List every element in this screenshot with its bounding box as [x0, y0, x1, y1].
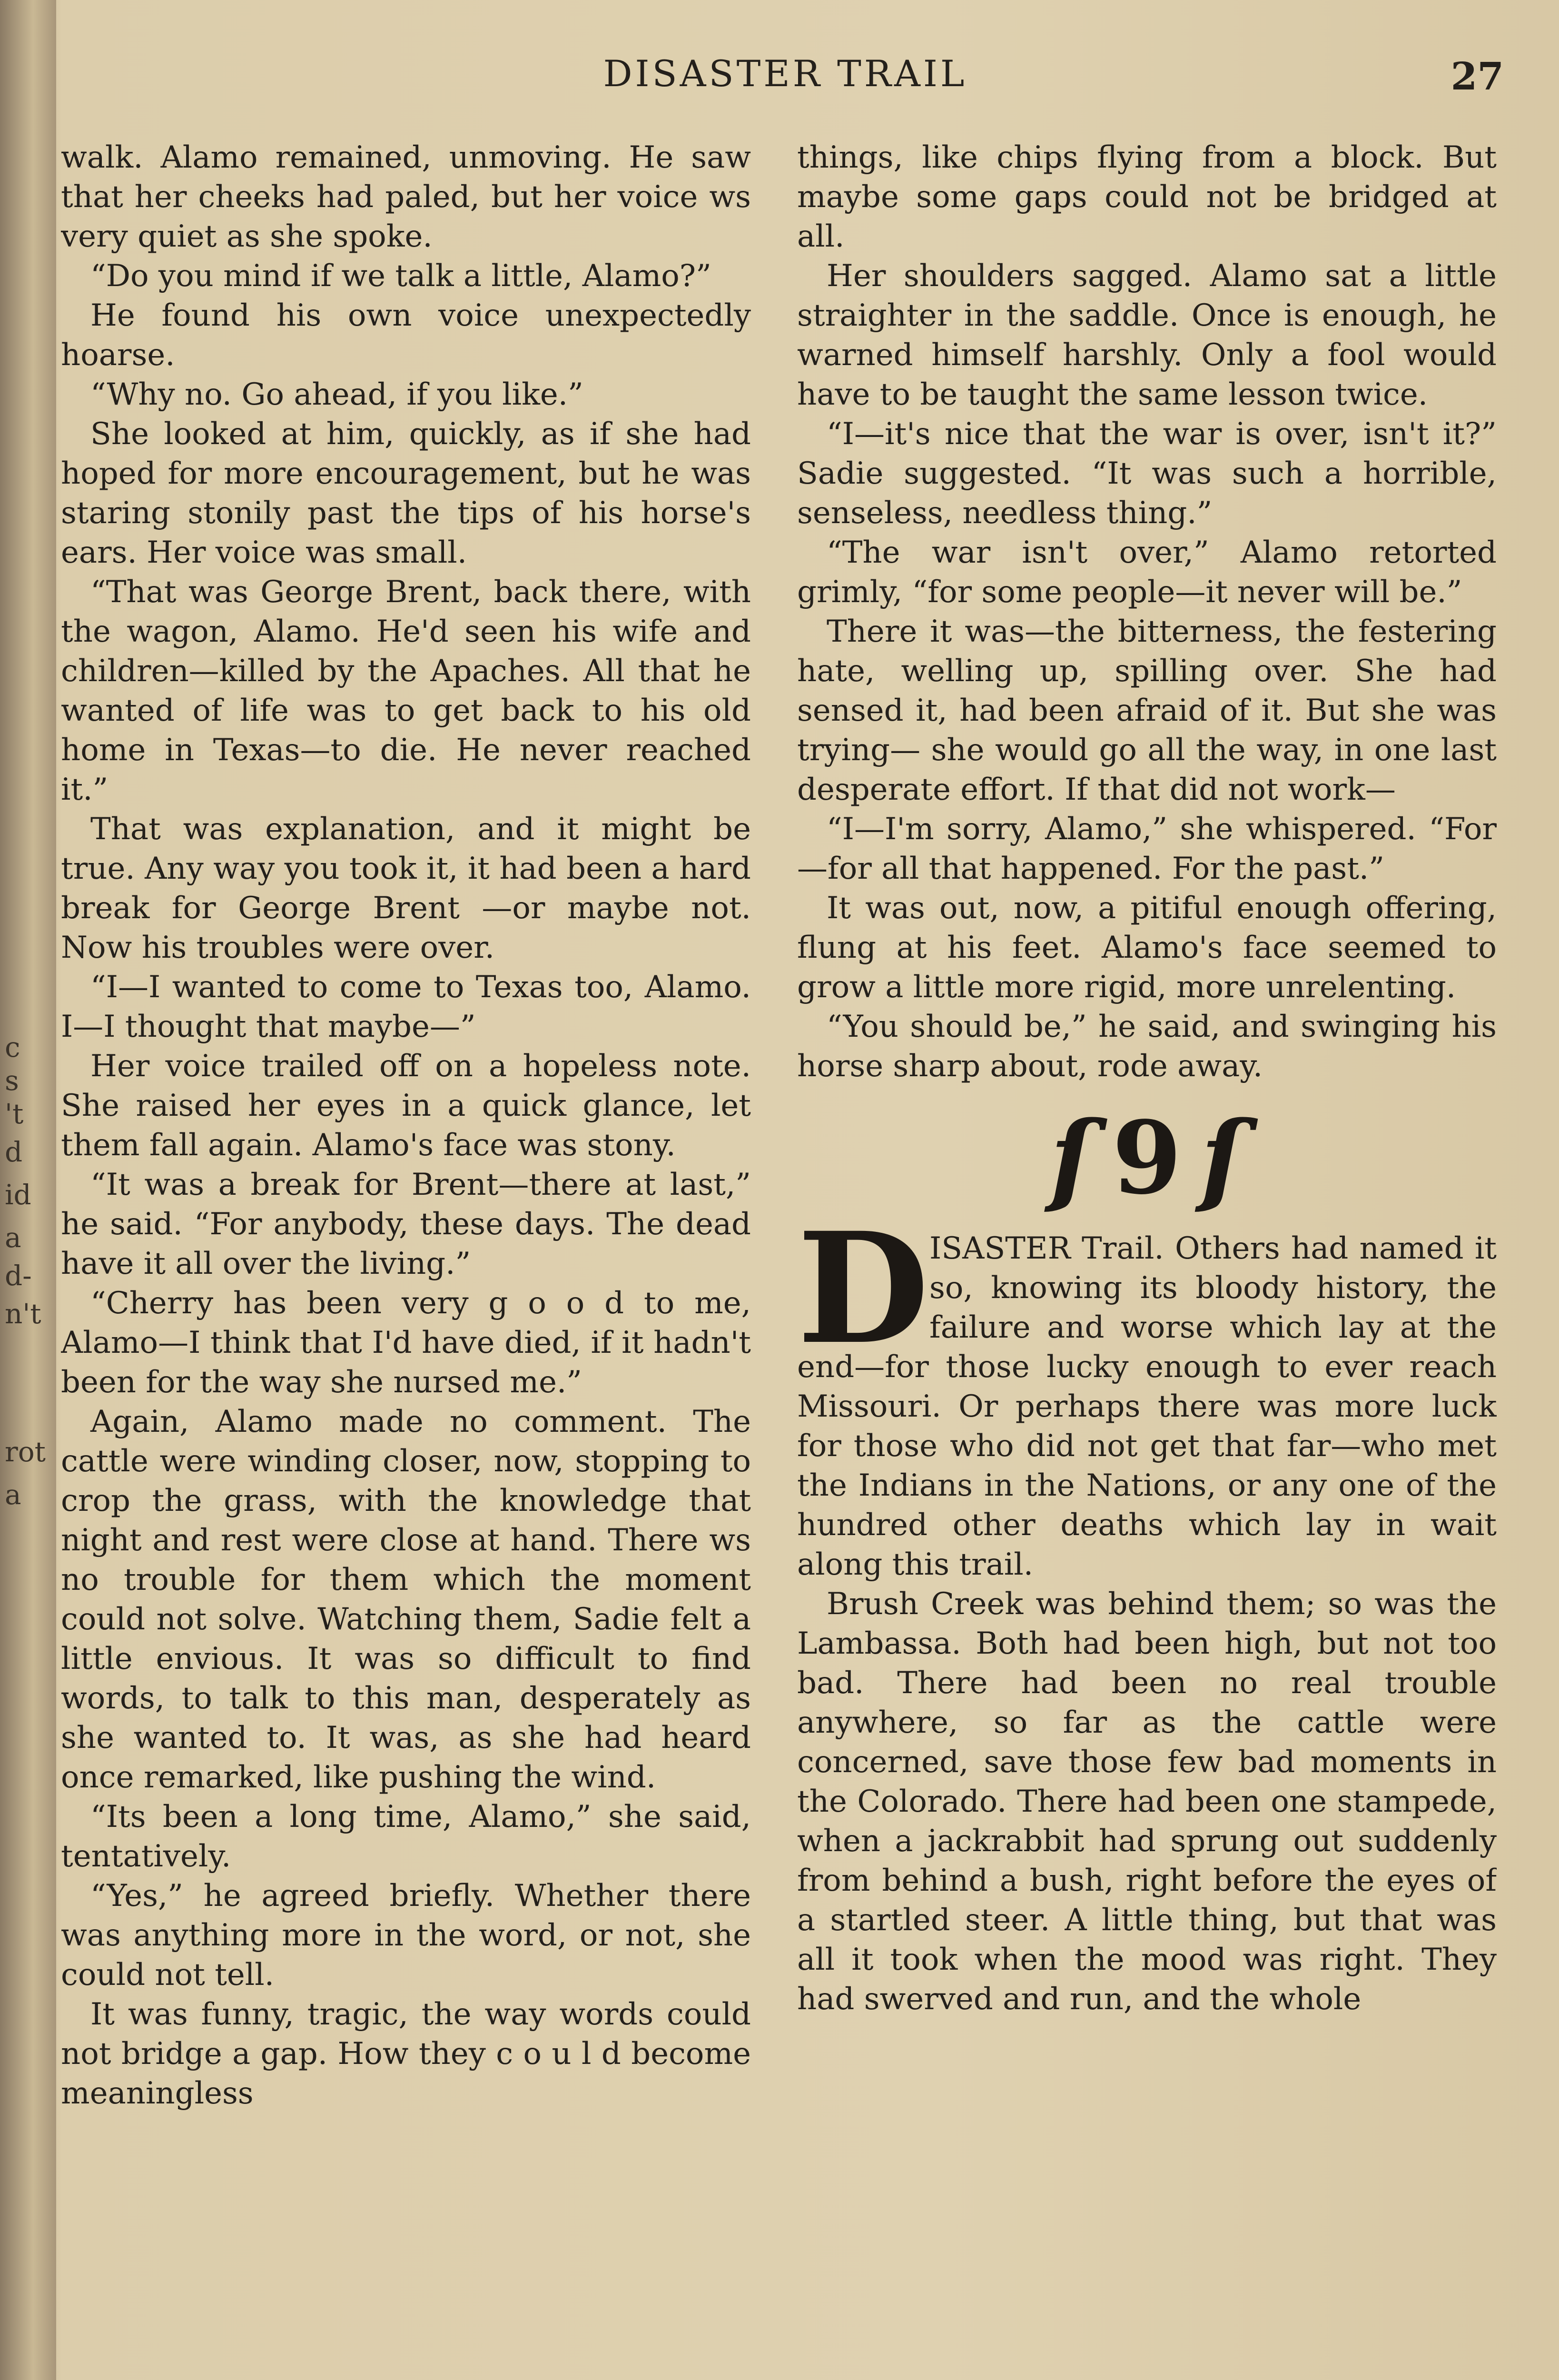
- paragraph: That was explanation, and it might be true. Any way you took it, it had been a hard break for George Brent —or maybe not. Now his troubles were over.: [61, 812, 751, 965]
- paragraph: “I—I'm sorry, Alamo,” she whispered. “For—for all that happened. For the past.”: [797, 812, 1497, 886]
- gutter-fragment: a: [5, 1478, 21, 1511]
- paragraph: “You should be,” he said, and swinging his horse sharp about, rode away.: [797, 1009, 1497, 1084]
- gutter-fragment: rot: [5, 1436, 46, 1468]
- gutter-fragment: id: [5, 1179, 31, 1211]
- swash-ornament-left: ſ: [1050, 1099, 1093, 1217]
- paragraph: “The war isn't over,” Alamo retorted grimly, “for some people—it never will be.”: [797, 535, 1497, 610]
- paragraph: things, like chips flying from a block. But maybe some gaps could not be bridged at all.: [797, 140, 1497, 254]
- paragraph: She looked at him, quickly, as if she had hoped for more encouragement, but he was staring stonily past the tips of his horse's ears. Her voice was small.: [61, 416, 751, 570]
- paragraph: Her shoulders sagged. Alamo sat a little straighter in the saddle. Once is enough, he warned himself harshly. Only a fool would have to be taught the same lesson twice.: [797, 258, 1497, 412]
- chapter-opening-paragraph: [797, 1200, 1497, 1585]
- paragraph: There it was—the bitterness, the festering hate, welling up, spilling over. She had sensed it, had been afraid of it. But she was trying— she would go all the way, in one last desperate effort. If that did not work—: [797, 614, 1497, 807]
- chapter-opening-text: ISASTER Trail. Others had named it so, knowing its bloody history, the failure and worse which lay at the end—for those lucky enough to ever reach Missouri. Or perhaps there was more luck for those who did not get that far—who met the Indians in the Nations, or any one of the hundred other deaths which lay in wait along this trail.: [797, 1231, 1497, 1582]
- gutter-fragment: a: [5, 1221, 21, 1254]
- swash-ornament-right: ſ: [1201, 1099, 1244, 1217]
- gutter-fragment: s: [5, 1064, 19, 1097]
- page-number: 27: [1450, 54, 1504, 99]
- paragraph: Brush Creek was behind them; so was the Lambassa. Both had been high, but not too bad. There had been no real trouble anywhere, so far as the cattle were concerned, save those few bad moments in the Colorado. There had been one stampede, when a jackrabbit had sprung out suddenly from behind a bush, right before the eyes of a startled steer. A little thing, but that was all it took when the mood was right. They had swerved and run, and the whole: [797, 1587, 1497, 2017]
- right-column: [797, 138, 1497, 2380]
- paragraph: “Cherry has been very g o o d to me, Alamo—I think that I'd have died, if it hadn't been for the way she nursed me.”: [61, 1286, 751, 1400]
- left-column: [61, 138, 751, 2380]
- paragraph: walk. Alamo remained, unmoving. He saw that her cheeks had paled, but her voice ws very quiet as she spoke.: [61, 140, 751, 254]
- paragraph: Her voice trailed off on a hopeless note. She raised her eyes in a quick glance, let them fall again. Alamo's face was stony.: [61, 1049, 751, 1163]
- paragraph: “Its been a long time, Alamo,” she said, tentatively.: [61, 1799, 751, 1874]
- gutter-fragment: d: [5, 1136, 23, 1168]
- running-header: DISASTER TRAIL: [603, 52, 967, 95]
- paragraph: “I—I wanted to come to Texas too, Alamo. I—I thought that maybe—”: [61, 970, 751, 1044]
- gutter-fragment: 't: [5, 1098, 24, 1130]
- paragraph: “Do you mind if we talk a little, Alamo?”: [90, 258, 711, 294]
- gutter-fragment: n't: [5, 1298, 41, 1330]
- paragraph: It was out, now, a pitiful enough offering, flung at his feet. Alamo's face seemed to grow a little more rigid, more unrelenting.: [797, 891, 1497, 1005]
- paragraph: “Why no. Go ahead, if you like.”: [90, 377, 583, 412]
- paragraph: He found his own voice unexpectedly hoarse.: [61, 298, 751, 373]
- paragraph: “That was George Brent, back there, with the wagon, Alamo. He'd seen his wife and children—killed by the Apaches. All that he wanted of life was to get back to his old home in Texas—to die. He never reached it.”: [61, 575, 751, 807]
- gutter-fragment: d-: [5, 1259, 32, 1292]
- paragraph: “It was a break for Brent—there at last,” he said. “For anybody, these days. The dead have it all over the living.”: [61, 1167, 751, 1281]
- drop-cap: D: [797, 1200, 929, 1378]
- paragraph: It was funny, tragic, the way words could not bridge a gap. How they c o u l d become meaningless: [61, 1997, 751, 2111]
- chapter-number: 9: [1112, 1099, 1182, 1217]
- paragraph: Again, Alamo made no comment. The cattle were winding closer, now, stopping to crop the grass, with the knowledge that night and rest were close at hand. There ws no trouble for them which the moment could not solve. Watching them, Sadie felt a little envious. It was so difficult to find words, to talk to this man, desperately as she wanted to. It was, as she had heard once remarked, like pushing the wind.: [61, 1404, 751, 1795]
- paragraph: “I—it's nice that the war is over, isn't it?” Sadie suggested. “It was such a horrible, senseless, needless thing.”: [797, 416, 1497, 531]
- gutter-fragment: c: [5, 1031, 20, 1063]
- adjacent-page-gutter: [0, 0, 56, 2380]
- paragraph: “Yes,” he agreed briefly. Whether there was anything more in the word, or not, she could not tell.: [61, 1878, 751, 1993]
